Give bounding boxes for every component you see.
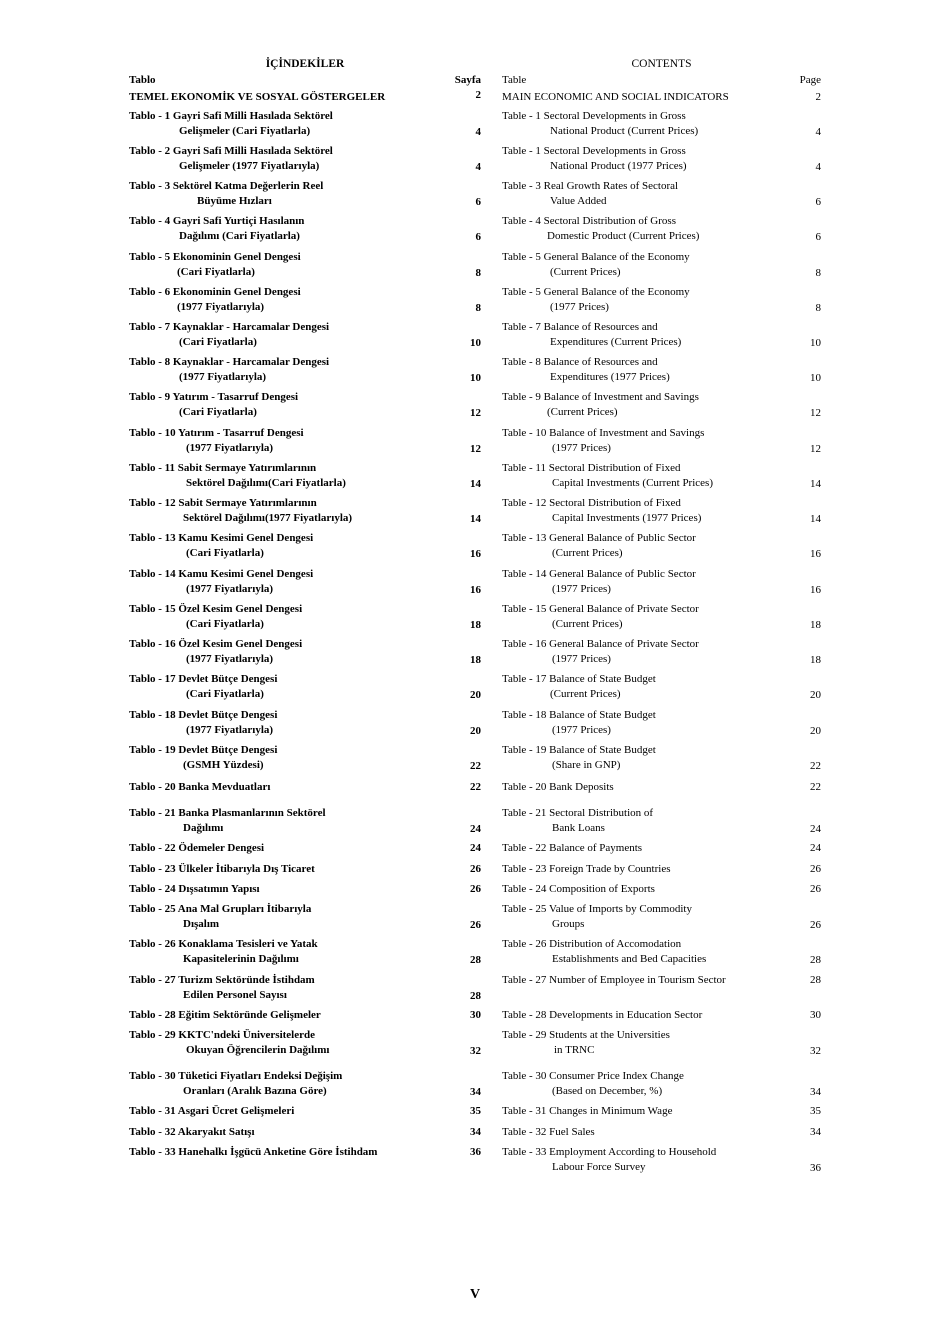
toc-entry-subtitle: Gelişmeler (1977 Fiyatlarıyla) (179, 160, 320, 172)
toc-entry-title: MAIN ECONOMIC AND SOCIAL INDICATORS (502, 91, 729, 103)
toc-entry (129, 902, 481, 932)
toc-entry-page: 26 (470, 883, 481, 895)
toc-entry-title: Tablo - 19 Devlet Bütçe Dengesi (129, 744, 278, 756)
toc-entry-subtitle: in TRNC (554, 1044, 595, 1056)
toc-entry (129, 355, 481, 385)
toc-entry-title: Table - 14 General Balance of Public Sector (502, 568, 696, 580)
toc-entry (502, 708, 821, 738)
toc-entry (502, 743, 821, 773)
toc-entry (129, 637, 481, 667)
toc-entry-title: Tablo - 7 Kaynaklar - Harcamalar Dengesi (129, 321, 330, 333)
toc-entry-title: Tablo - 23 Ülkeler İtibarıyla Dış Ticaret (129, 863, 315, 875)
toc-entry-title: Tablo - 30 Tüketici Fiyatları Endeksi Değişim (129, 1070, 343, 1082)
toc-entry-subtitle: Expenditures (Current Prices) (550, 336, 682, 348)
toc-entry-subtitle: Establishments and Bed Capacities (552, 953, 707, 965)
toc-entry-page: 16 (470, 584, 481, 596)
toc-entry-page: 14 (470, 478, 481, 490)
toc-entry-title: Table - 26 Distribution of Accomodation (502, 938, 682, 950)
toc-entry-subtitle: Expenditures (1977 Prices) (550, 371, 670, 383)
toc-entry (502, 1028, 821, 1058)
toc-entry-title: Table - 13 General Balance of Public Sector (502, 532, 696, 544)
toc-entry-title: Table - 18 Balance of State Budget (502, 709, 656, 721)
toc-entry-title: Tablo - 16 Özel Kesim Genel Dengesi (129, 638, 303, 650)
toc-entry-page: 20 (810, 725, 821, 737)
toc-entry-subtitle: (GSMH Yüzdesi) (183, 759, 264, 771)
toc-entry-title: Tablo - 22 Ödemeler Dengesi (129, 842, 265, 854)
toc-entry (502, 461, 821, 491)
toc-entry (502, 144, 821, 174)
toc-entry (502, 780, 821, 795)
toc-entry (502, 355, 821, 385)
toc-entry (129, 90, 481, 105)
toc-entry-subtitle: (Cari Fiyatlarla) (186, 618, 264, 630)
toc-entry-page: 18 (470, 654, 481, 666)
toc-entry (129, 144, 481, 174)
toc-entry-page: 24 (470, 842, 481, 854)
toc-entry-page: 28 (810, 954, 821, 966)
toc-english (502, 58, 821, 1174)
toc-entry (129, 496, 481, 526)
toc-entry-page: 28 (470, 954, 481, 966)
toc-entry (502, 320, 821, 350)
toc-entry-subtitle: National Product (Current Prices) (550, 125, 699, 137)
toc-entry-subtitle: (Current Prices) (550, 688, 621, 700)
toc-entry-title: Table - 27 Number of Employee in Tourism Sector (502, 974, 726, 986)
toc-entry-subtitle: (1977 Prices) (552, 442, 611, 454)
toc-entry-page: 28 (810, 974, 821, 986)
toc-entry-page: 4 (815, 126, 821, 138)
toc-entry-subtitle: (1977 Prices) (552, 653, 611, 665)
toc-entry (129, 780, 481, 795)
toc-entry-page: 32 (810, 1045, 821, 1057)
toc-entry-page: 2 (475, 89, 481, 101)
toc-entry-page: 36 (470, 1146, 481, 1158)
toc-entry (129, 1145, 481, 1160)
toc-entry-page: 6 (815, 196, 821, 208)
toc-entry (502, 602, 821, 632)
toc-entry-subtitle: Capital Investments (1977 Prices) (552, 512, 702, 524)
toc-entry-subtitle: Büyüme Hızları (197, 195, 272, 207)
toc-entry-subtitle: Edilen Personel Sayısı (183, 989, 287, 1001)
toc-entry-title: Tablo - 11 Sabit Sermaye Yatırımlarının (129, 462, 317, 474)
toc-entry-subtitle: National Product (1977 Prices) (550, 160, 687, 172)
toc-entry-page: 35 (470, 1105, 481, 1117)
toc-entry (502, 973, 821, 988)
toc-entry-title: Tablo - 5 Ekonominin Genel Dengesi (129, 251, 301, 263)
toc-entry-title: Tablo - 17 Devlet Bütçe Dengesi (129, 673, 278, 685)
toc-entry (129, 602, 481, 632)
toc-entry-page: 12 (470, 443, 481, 455)
toc-entry-page: 20 (470, 725, 481, 737)
toc-entry-title: Tablo - 21 Banka Plasmanlarının Sektörel (129, 807, 326, 819)
toc-entry-subtitle: Dışalım (183, 918, 220, 930)
toc-entry-page: 18 (470, 619, 481, 631)
toc-entry-subtitle: (1977 Prices) (550, 301, 609, 313)
toc-entry-subtitle: (Based on December, %) (552, 1085, 663, 1097)
toc-turkish (129, 58, 481, 1158)
toc-entry-title: Tablo - 18 Devlet Bütçe Dengesi (129, 709, 278, 721)
toc-entry-title: Table - 11 Sectoral Distribution of Fixed (502, 462, 681, 474)
toc-entry-subtitle: (1977 Fiyatlarıyla) (177, 301, 265, 313)
toc-entry-title: Table - 1 Sectoral Developments in Gross (502, 110, 686, 122)
toc-entry-title: Table - 29 Students at the Universities (502, 1029, 670, 1041)
toc-entry-subtitle: Kapasitelerinin Dağılımı (183, 953, 299, 965)
toc-entry-title: Tablo - 14 Kamu Kesimi Genel Dengesi (129, 568, 314, 580)
toc-entry (129, 973, 481, 1003)
toc-entry-subtitle: Oranları (Aralık Bazına Göre) (183, 1085, 327, 1097)
toc-entry-page: 12 (810, 407, 821, 419)
toc-entry-page: 24 (810, 842, 821, 854)
toc-entry-subtitle: Sektörel Dağılımı(Cari Fiyatlarla) (186, 477, 346, 489)
toc-entry (502, 637, 821, 667)
toc-entry (502, 496, 821, 526)
toc-entry-title: Tablo - 26 Konaklama Tesisleri ve Yatak (129, 938, 318, 950)
toc-entry (129, 390, 481, 420)
toc-entry-page: 26 (470, 863, 481, 875)
toc-entry (502, 862, 821, 877)
toc-entry-title: Tablo - 29 KKTC'ndeki Üniversitelerde (129, 1029, 315, 1041)
toc-entry-subtitle: (1977 Prices) (552, 583, 611, 595)
toc-entry-page: 4 (815, 161, 821, 173)
toc-entry-title: Table - 5 General Balance of the Economy (502, 286, 690, 298)
toc-entry (129, 672, 481, 702)
toc-entry-title: Table - 22 Balance of Payments (502, 842, 643, 854)
toc-entry-page: 8 (815, 267, 821, 279)
toc-entry-title: Tablo - 32 Akaryakıt Satışı (129, 1126, 255, 1138)
table-column-label: Tablo (129, 74, 156, 86)
toc-entry-subtitle: (Cari Fiyatlarla) (179, 406, 257, 418)
toc-entry (502, 390, 821, 420)
toc-entry-page: 22 (470, 781, 481, 793)
toc-entry-subtitle: Dağılımı (183, 822, 224, 834)
toc-entry-page: 34 (810, 1126, 821, 1138)
toc-entry-subtitle: (1977 Fiyatlarıyla) (186, 442, 274, 454)
toc-entry-title: Table - 16 General Balance of Private Sector (502, 638, 699, 650)
toc-entry-subtitle: (Current Prices) (552, 547, 623, 559)
toc-entry-title: Tablo - 24 Dışsatımın Yapısı (129, 883, 260, 895)
toc-entry-title: Table - 32 Fuel Sales (502, 1126, 595, 1138)
toc-entry (129, 461, 481, 491)
toc-entry-title: Table - 5 General Balance of the Economy (502, 251, 690, 263)
toc-entry-page: 14 (470, 513, 481, 525)
toc-entry-page: 10 (470, 337, 481, 349)
toc-entry-page: 4 (475, 126, 481, 138)
toc-entry-title: Tablo - 27 Turizm Sektöründe İstihdam (129, 974, 315, 986)
toc-entry-page: 34 (810, 1086, 821, 1098)
toc-entry-title: Tablo - 4 Gayri Safi Yurtiçi Hasılanın (129, 215, 305, 227)
toc-entry-title: Tablo - 13 Kamu Kesimi Genel Dengesi (129, 532, 314, 544)
toc-entry (502, 179, 821, 209)
toc-entry-title: Tablo - 3 Sektörel Katma Değerlerin Reel (129, 180, 324, 192)
toc-entry-page: 22 (470, 760, 481, 772)
toc-entry-page: 28 (470, 990, 481, 1002)
toc-entry (129, 708, 481, 738)
toc-entry (129, 743, 481, 773)
toc-entry-title: Table - 12 Sectoral Distribution of Fixed (502, 497, 681, 509)
toc-entry-page: 26 (810, 919, 821, 931)
toc-entry (502, 937, 821, 967)
toc-entry-page: 24 (470, 823, 481, 835)
toc-entry-subtitle: (Share in GNP) (552, 759, 621, 771)
toc-entry (129, 109, 481, 139)
toc-entry (502, 567, 821, 597)
toc-entry (129, 531, 481, 561)
toc-entry-title: Tablo - 6 Ekonominin Genel Dengesi (129, 286, 301, 298)
toc-entry-page: 16 (810, 548, 821, 560)
toc-entry-subtitle: (1977 Fiyatlarıyla) (186, 724, 274, 736)
toc-entry-page: 10 (470, 372, 481, 384)
page-column-label: Page (799, 74, 821, 86)
toc-entry-subtitle: (Cari Fiyatlarla) (177, 266, 255, 278)
toc-entry-page: 22 (810, 781, 821, 793)
toc-title-turkish: İÇİNDEKİLER (265, 58, 345, 70)
toc-entry (502, 250, 821, 280)
toc-entry-subtitle: (1977 Prices) (552, 724, 611, 736)
toc-entry-title: Tablo - 33 Hanehalkı İşgücü Anketine Göre İstihdam (129, 1146, 378, 1158)
toc-entry-page: 8 (475, 302, 481, 314)
toc-entry-subtitle: Okuyan Öğrencilerin Dağılımı (186, 1044, 330, 1056)
toc-entry (502, 1069, 821, 1099)
toc-entry-title: Table - 30 Consumer Price Index Change (502, 1070, 684, 1082)
toc-entry (502, 90, 821, 105)
toc-entry-page: 12 (470, 407, 481, 419)
toc-entry-page: 2 (815, 91, 821, 103)
toc-entry (129, 426, 481, 456)
toc-entry-subtitle: Value Added (550, 195, 607, 207)
toc-entry-title: Table - 17 Balance of State Budget (502, 673, 656, 685)
toc-entry (502, 1125, 821, 1140)
toc-entry-page: 26 (810, 863, 821, 875)
toc-entry-title: Table - 10 Balance of Investment and Savings (502, 427, 705, 439)
toc-entry (502, 841, 821, 856)
toc-entry-page: 18 (810, 654, 821, 666)
toc-entry-title: Table - 9 Balance of Investment and Savings (502, 391, 699, 403)
toc-entry-page: 30 (470, 1009, 481, 1021)
toc-entry (502, 109, 821, 139)
toc-entry-page: 4 (475, 161, 481, 173)
toc-entry-subtitle: (1977 Fiyatlarıyla) (186, 653, 274, 665)
toc-entry-title: Tablo - 10 Yatırım - Tasarruf Dengesi (129, 427, 304, 439)
toc-entry-subtitle: (Cari Fiyatlarla) (186, 547, 264, 559)
toc-entry (129, 179, 481, 209)
toc-entry-page: 14 (810, 513, 821, 525)
toc-entry (502, 1145, 821, 1175)
toc-entry (502, 531, 821, 561)
toc-entry-page: 36 (810, 1162, 821, 1174)
toc-entry-page: 35 (810, 1105, 821, 1117)
toc-entry-title: Tablo - 9 Yatırım - Tasarruf Dengesi (129, 391, 299, 403)
toc-entry-page: 26 (810, 883, 821, 895)
toc-entry-title: Table - 24 Composition of Exports (502, 883, 655, 895)
toc-entry-title: Table - 31 Changes in Minimum Wage (502, 1105, 673, 1117)
toc-entry-title: TEMEL EKONOMİK VE SOSYAL GÖSTERGELER (129, 91, 386, 103)
toc-entry (502, 882, 821, 897)
toc-entry-page: 34 (470, 1086, 481, 1098)
toc-entry (502, 426, 821, 456)
toc-entry (129, 862, 481, 877)
toc-entry-page: 32 (470, 1045, 481, 1057)
toc-entry-title: Tablo - 28 Eğitim Sektöründe Gelişmeler (129, 1009, 321, 1021)
toc-header-english (502, 73, 821, 90)
toc-entry (129, 1125, 481, 1140)
toc-entry-title: Tablo - 1 Gayri Safi Milli Hasılada Sektörel (129, 110, 333, 122)
page-column-label: Sayfa (454, 74, 481, 86)
toc-entry-title: Table - 23 Foreign Trade by Countries (502, 863, 671, 875)
toc-entry-subtitle: Bank Loans (552, 822, 605, 834)
toc-entry-title: Table - 25 Value of Imports by Commodity (502, 903, 692, 915)
toc-entry-subtitle: (Cari Fiyatlarla) (179, 336, 257, 348)
toc-entry (502, 214, 821, 244)
toc-entry-title: Table - 7 Balance of Resources and (502, 321, 658, 333)
toc-entry (502, 1104, 821, 1119)
toc-entry (129, 806, 481, 836)
toc-entry (502, 285, 821, 315)
page-number: V (469, 1287, 481, 1302)
toc-entry-title: Tablo - 2 Gayri Safi Milli Hasılada Sektörel (129, 145, 333, 157)
toc-entry-subtitle: Domestic Product (Current Prices) (547, 230, 700, 242)
toc-entry-title: Table - 4 Sectoral Distribution of Gross (502, 215, 676, 227)
toc-entry (129, 882, 481, 897)
toc-entry (129, 567, 481, 597)
toc-entry-page: 20 (470, 689, 481, 701)
toc-entry-subtitle: (Cari Fiyatlarla) (186, 688, 264, 700)
toc-header-turkish (129, 73, 481, 90)
toc-entry-subtitle: (Current Prices) (552, 618, 623, 630)
toc-entry (129, 841, 481, 856)
toc-entry (129, 320, 481, 350)
toc-entry-page: 26 (470, 919, 481, 931)
toc-entry-page: 18 (810, 619, 821, 631)
toc-entry-page: 20 (810, 689, 821, 701)
toc-entry (129, 285, 481, 315)
toc-entry-title: Table - 8 Balance of Resources and (502, 356, 658, 368)
toc-entry-page: 24 (810, 823, 821, 835)
toc-entry-subtitle: (1977 Fiyatlarıyla) (179, 371, 267, 383)
toc-entry-title: Tablo - 8 Kaynaklar - Harcamalar Dengesi (129, 356, 330, 368)
toc-entry (129, 937, 481, 967)
toc-entry-title: Table - 33 Employment According to Household (502, 1146, 717, 1158)
toc-entry-title: Table - 15 General Balance of Private Sector (502, 603, 699, 615)
toc-entry-page: 16 (810, 584, 821, 596)
toc-title-english: CONTENTS (631, 58, 692, 70)
toc-entry-page: 30 (810, 1009, 821, 1021)
toc-entry-page: 10 (810, 372, 821, 384)
toc-entry-page: 12 (810, 443, 821, 455)
toc-entry-title: Table - 20 Bank Deposits (502, 781, 614, 793)
toc-entry-subtitle: Gelişmeler (Cari Fiyatlarla) (179, 125, 311, 137)
toc-entry (129, 1069, 481, 1099)
toc-entry-page: 6 (475, 196, 481, 208)
toc-entry (129, 1104, 481, 1119)
toc-entry-subtitle: (Current Prices) (547, 406, 618, 418)
toc-entry (502, 672, 821, 702)
toc-entry-page: 34 (470, 1126, 481, 1138)
toc-entry-subtitle: (1977 Fiyatlarıyla) (186, 583, 274, 595)
toc-entry-subtitle: Dağılımı (Cari Fiyatlarla) (179, 230, 300, 242)
toc-entry-subtitle: (Current Prices) (550, 266, 621, 278)
toc-entry (502, 1008, 821, 1023)
toc-entry-title: Tablo - 12 Sabit Sermaye Yatırımlarının (129, 497, 317, 509)
toc-entry-page: 16 (470, 548, 481, 560)
toc-entry-page: 6 (815, 231, 821, 243)
toc-entry-title: Tablo - 20 Banka Mevduatları (129, 781, 271, 793)
toc-entry (502, 806, 821, 836)
toc-entry (129, 1008, 481, 1023)
toc-entry-page: 6 (475, 231, 481, 243)
toc-entry-page: 8 (475, 267, 481, 279)
toc-entry (502, 902, 821, 932)
toc-entry-title: Tablo - 25 Ana Mal Grupları İtibarıyla (129, 903, 312, 915)
toc-entry-title: Table - 21 Sectoral Distribution of (502, 807, 654, 819)
toc-entry-subtitle: Labour Force Survey (552, 1161, 646, 1173)
toc-entry-page: 22 (810, 760, 821, 772)
toc-entry (129, 1028, 481, 1058)
toc-entry (129, 214, 481, 244)
toc-entry-title: Table - 19 Balance of State Budget (502, 744, 656, 756)
toc-entry (129, 250, 481, 280)
toc-entry-title: Table - 1 Sectoral Developments in Gross (502, 145, 686, 157)
toc-entry-page: 8 (815, 302, 821, 314)
toc-entry-title: Tablo - 15 Özel Kesim Genel Dengesi (129, 603, 303, 615)
toc-entry-page: 10 (810, 337, 821, 349)
table-column-label: Table (502, 74, 527, 86)
toc-entry-title: Table - 3 Real Growth Rates of Sectoral (502, 180, 679, 192)
toc-entry-title: Table - 28 Developments in Education Sector (502, 1009, 703, 1021)
toc-entry-title: Tablo - 31 Asgari Ücret Gelişmeleri (129, 1105, 295, 1117)
toc-entry-subtitle: Capital Investments (Current Prices) (552, 477, 713, 489)
toc-entry-subtitle: Groups (552, 918, 585, 930)
toc-entry-subtitle: Sektörel Dağılımı(1977 Fiyatlarıyla) (183, 512, 353, 524)
toc-entry-page: 14 (810, 478, 821, 490)
